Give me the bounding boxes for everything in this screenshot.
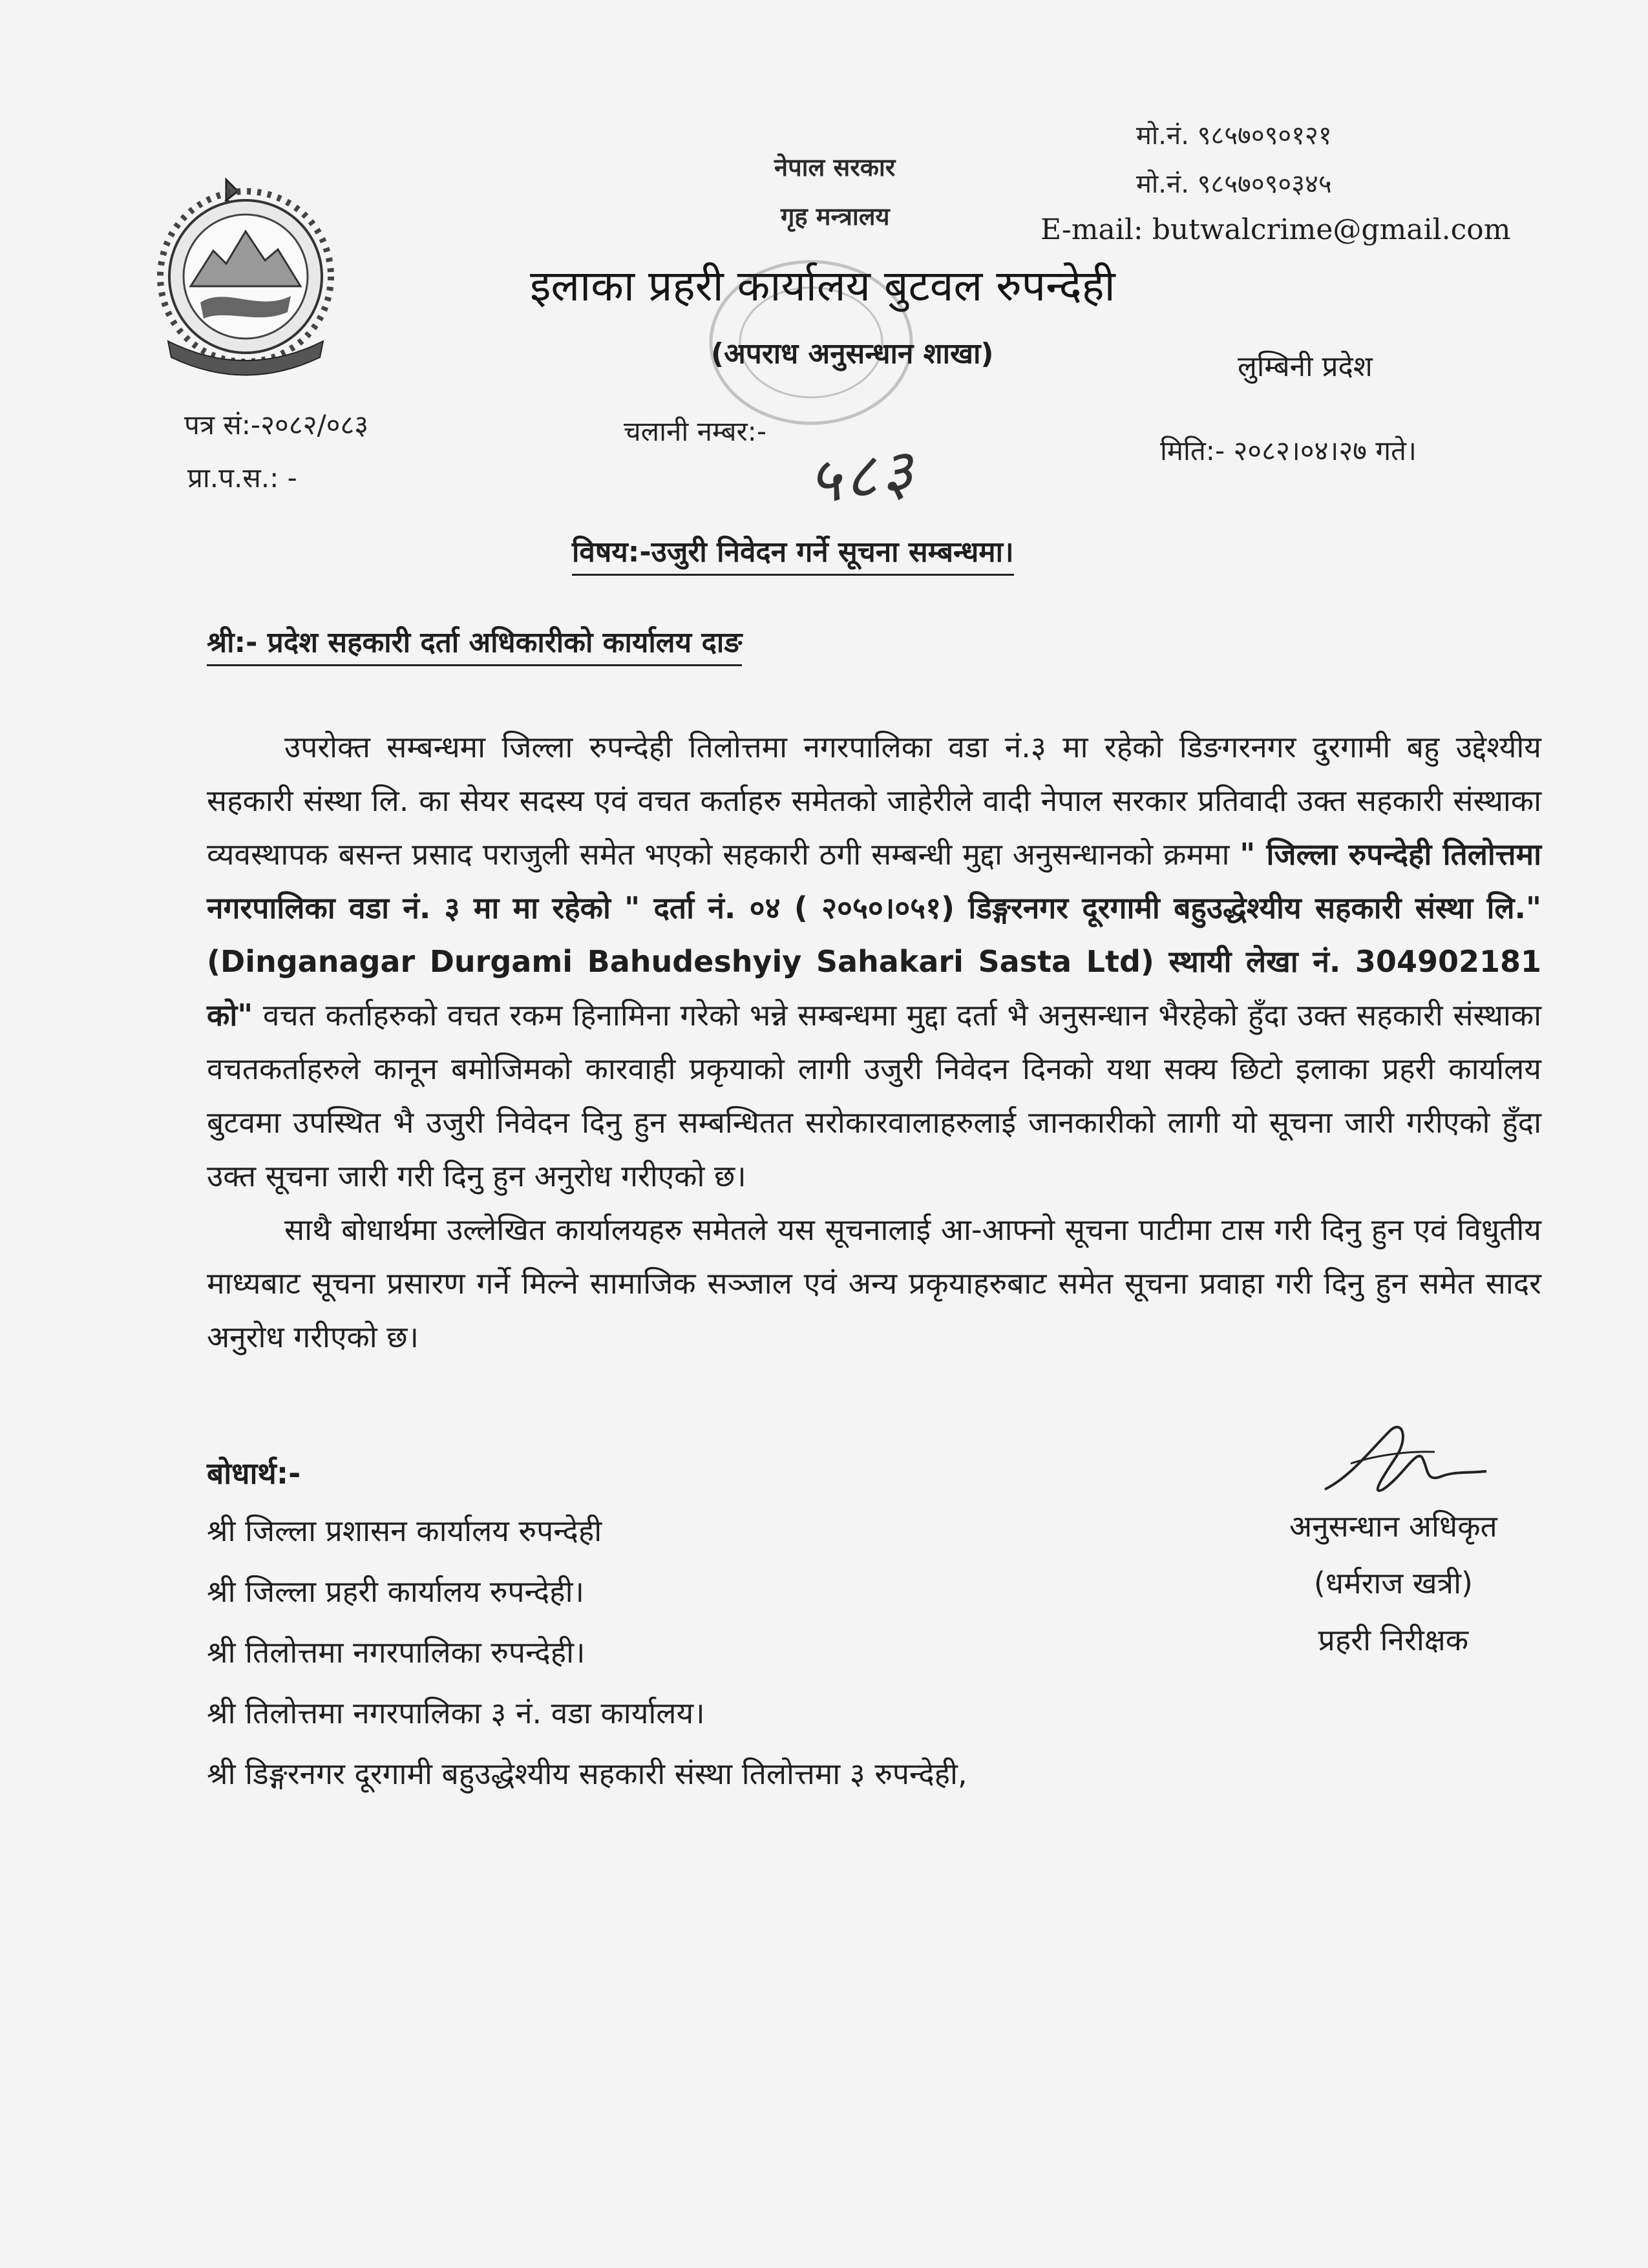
- letter-body: [207, 720, 1541, 1364]
- ministry-name: गृह मन्त्रालय: [781, 202, 890, 231]
- phone-2: मो.नं. ९८५७०९०३४५: [1136, 169, 1332, 199]
- signatory-name: (धर्मराज खत्री): [1313, 1566, 1473, 1601]
- chalani-handwritten-number: ५८३: [804, 434, 920, 518]
- phone-1: मो.नं. ९८५७०९०१२१: [1136, 121, 1332, 151]
- signatory-block: [1289, 1498, 1497, 1668]
- body-paragraph-1: उपरोक्त सम्बन्धमा जिल्ला रुपन्देही तिलोत्तमा नगरपालिका वडा नं.३ मा रहेको डिङगरनगर दुरगामी बहु उद्देश्यीय सहकारी संस्था लि. का सेयर सदस्य एवं वचत कर्ताहरु समेतको जाहेरीले वादी नेपाल सरकार प्रतिवादी उक्त सहकारी संस्थाका व्यवस्थापक बसन्त प्रसाद पराजुली समेत भएको सहकारी ठगी सम्बन्धी मुद्दा अनुसन्धानको क्रममा " जिल्ला रुपन्देही तिलोत्तमा नगरपालिका वडा नं. ३ मा मा रहेको " दर्ता नं. ०४ ( २०५०।०५१) डिङ्गरनगर दूरगामी बहुउद्धेश्यीय सहकारी संस्था लि." (Dinganagar Durgami Bahudeshyiy Sahakari Sasta Ltd) स्थायी लेखा नं. 304902181 को" वचत कर्ताहरुको वचत रकम हिनामिना गरेको भन्ने सम्बन्धमा मुद्दा दर्ता भै अनुसन्धान भैरहेको हुँदा उक्त सहकारी संस्थाका वचतकर्ताहरुले कानून बमोजिमको कारवाही प्रकृयाको लागी उजुरी निवेदन दिनको यथा सक्य छिटो इलाका प्रहरी कार्यालय बुटवमा उपस्थित भै उजुरी निवेदन दिनु हुन सम्बन्धितत सरोकारवालाहरुलाई जानकारीको लागी यो सूचना जारी गरीएको हुँदा उक्त सूचना जारी गरी दिनु हुन अनुरोध गरीएको छ।: [207, 730, 1542, 1193]
- signature-icon: [1312, 1412, 1493, 1509]
- branch-name: (अपराध अनुसन्धान शाखा): [711, 337, 994, 370]
- prapasa-number: प्रा.प.स.: -: [187, 462, 297, 494]
- nepal-emblem-icon: [129, 173, 362, 380]
- govt-name: नेपाल सरकार: [774, 153, 896, 182]
- cc-title: बोधार्थ:-: [207, 1456, 301, 1491]
- cc-item: श्री डिङ्गरनगर दूरगामी बहुउद्धेश्यीय सहकारी संस्था तिलोत्तमा ३ रुपन्देही,: [207, 1756, 967, 1791]
- office-title: इलाका प्रहरी कार्यालय बुटवल रुपन्देही: [530, 261, 1115, 311]
- letter-date: मिति:- २०८२।०४।२७ गते।: [1160, 435, 1417, 467]
- email-address: E-mail: butwalcrime@gmail.com: [1041, 213, 1511, 246]
- cc-item: श्री जिल्ला प्रशासन कार्यालय रुपन्देही: [207, 1513, 602, 1548]
- province-name: लुम्बिनी प्रदेश: [1238, 350, 1373, 383]
- body-bold-reference: " जिल्ला रुपन्देही तिलोत्तमा नगरपालिका वडा नं. ३ मा मा रहेको " दर्ता नं. ०४ ( २०५०।०५१) डिङ्गरनगर दूरगामी बहुउद्धेश्यीय सहकारी संस्था लि." (Dinganagar Durgami Bahudeshyiy Sahakari Sasta Ltd) स्थायी लेखा नं. 304902181 को": [207, 837, 1542, 1033]
- chalani-label: चलानी नम्बर:-: [624, 415, 766, 447]
- subject-line: विषय:-उजुरी निवेदन गर्ने सूचना सम्बन्धमा।: [572, 531, 1014, 576]
- signatory-title: अनुसन्धान अधिकृत: [1289, 1509, 1497, 1544]
- addressee-line: श्री:- प्रदेश सहकारी दर्ता अधिकारीको कार्यालय दाङ: [207, 622, 742, 666]
- body-paragraph-2: साथै बोधार्थमा उल्लेखित कार्यालयहरु समेतले यस सूचनालाई आ-आफ्नो सूचना पाटीमा टास गरी दिनु हुन एवं विधुतीय माध्यबाट सूचना प्रसारण गर्ने मिल्ने सामाजिक सञ्जाल एवं अन्य प्रकृयाहरुबाट समेत सूचना प्रवाहा गरी दिनु हुन समेत सादर अनुरोध गरीएको छ।: [207, 1212, 1541, 1354]
- cc-item: श्री जिल्ला प्रहरी कार्यालय रुपन्देही।: [207, 1574, 584, 1609]
- cc-list: [207, 1500, 967, 1804]
- signatory-rank: प्रहरी निरीक्षक: [1318, 1622, 1469, 1657]
- cc-item: श्री तिलोत्तमा नगरपालिका ३ नं. वडा कार्यालय।: [207, 1696, 705, 1730]
- cc-item: श्री तिलोत्तमा नगरपालिका रुपन्देही।: [207, 1635, 586, 1670]
- letter-number: पत्र सं:-२०८२/०८३: [184, 409, 369, 441]
